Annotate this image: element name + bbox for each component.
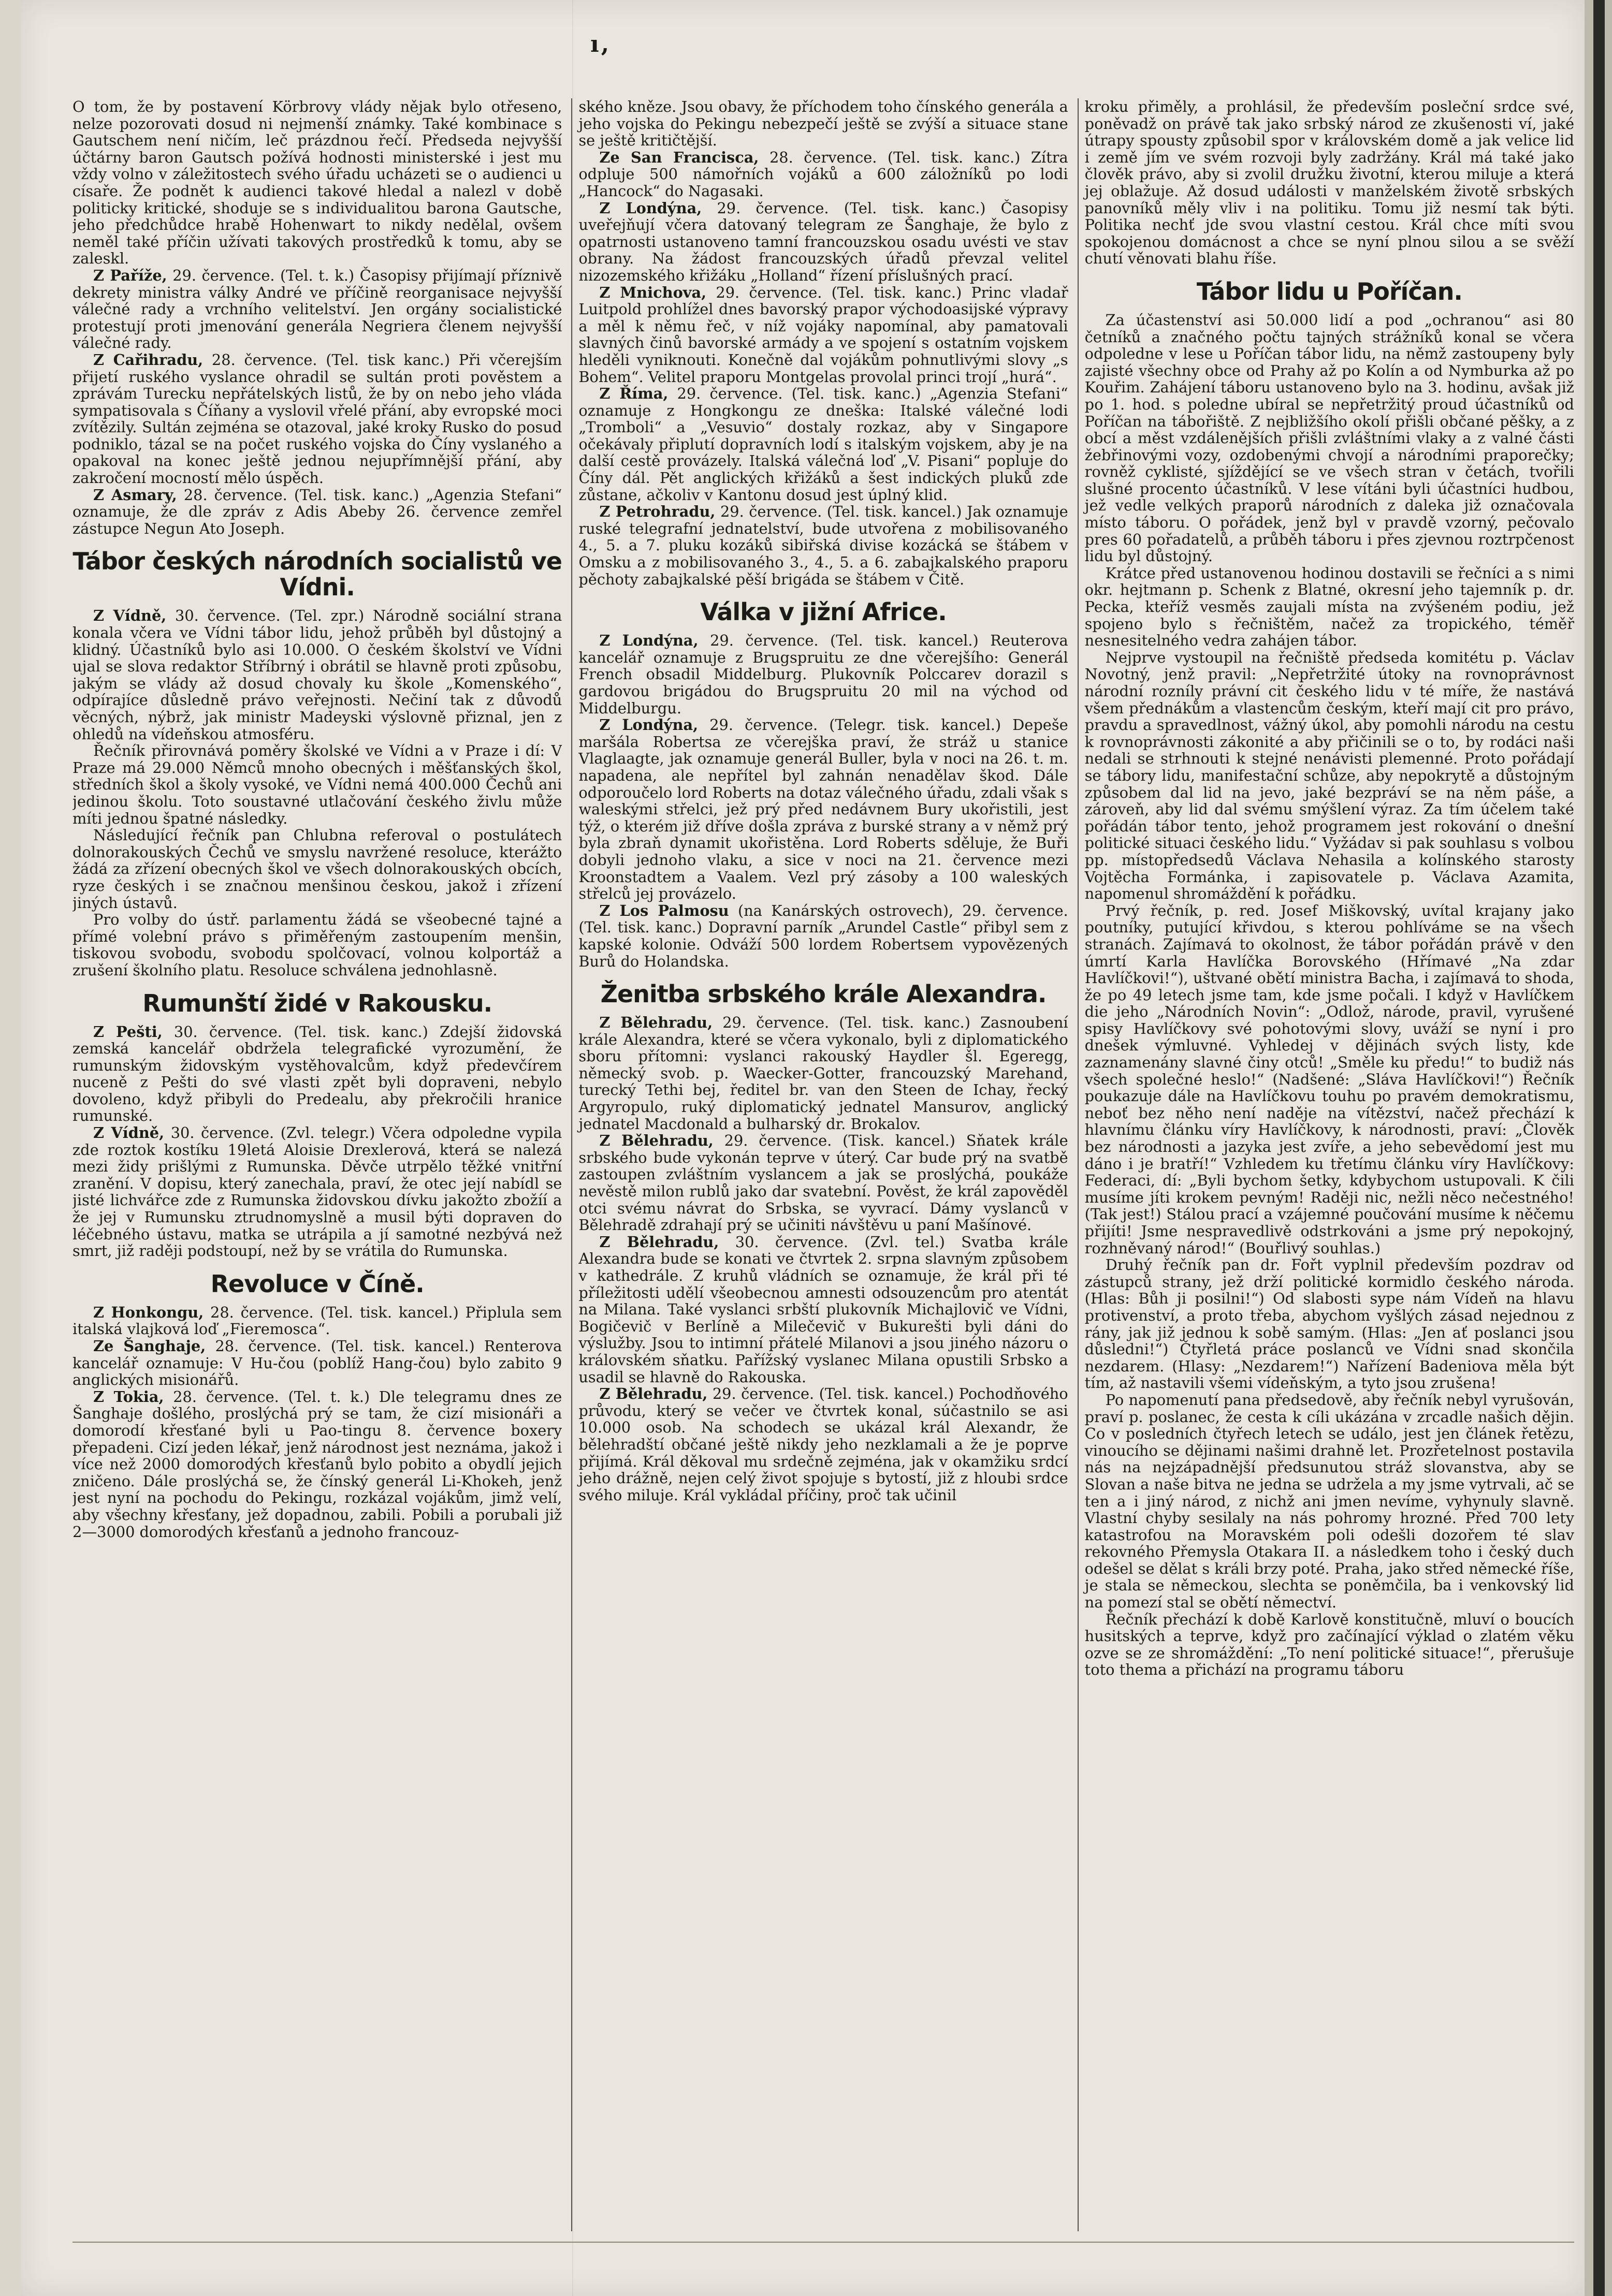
dateline: Z Los Palmosu [599, 901, 729, 919]
article-paragraph [578, 716, 1068, 902]
dateline: Ze Šanghaje, [93, 1337, 206, 1355]
paragraph-text: Nejprve vystoupil na řečniště předseda komitétu p. Václav Novotný, jenž pravil: „Nepřetržité útoky na rovnoprávnost národní rozníly právní cit českého lidu v té míře, že nastává všem přednákům a vlastencům českým, kteří mají cit pro právo, pravdu a spravedlnost, vážný úkol, aby pomohli národu na cestu k rovnoprávnosti zákonité a aby přičinili se o to, by rodáci naši nedali se strhnouti k stejné nenávisti plemenné. Proto pořádají se tábory lidu, manifestační schůze, aby nepokrytě a důstojným způsobem dal lid na jevo, jaké bezpráví se na něm páše, a zároveň, aby lid dal svému smýšlení výraz. Za tím účelem také pořádán tábor tento, jehož programem jest rokování o dnešní politické situaci českého lidu.“ Vyžádav si pak souhlasu s volbou pp. místopředsedů Václava Nehasila a kolínského starosty Vojtěcha Formánka, i zapisovatele p. Václava Azamita, napomenul shromáždění k pořádku. [1084, 648, 1574, 903]
article-paragraph [72, 98, 562, 267]
article-paragraph [72, 352, 562, 487]
paragraph-text: Prvý řečník, p. red. Josef Miškovský, uvítal krajany jako poutníky, putující křivdou, s kterou pohlíváme se na všech stranách. Zajímavá to okolnost, že tábor pořádán právě v den úmrtí Karla Havlíčka Borovského (Hřímavé „Na zdar Havlíčkovi!“), uštvané obětí ministra Bacha, i zajímavá to shoda, že po 49 letech jsme tam, kde jsme počali. I když v Havlíčkem die jeho „Národních Novin“: „Odlož, národe, pravil, vyrušené spisy Havlíčkovy své pohotovými slovy, uváží se nyní i pro dnešek výmluvné. Vyhledej v dějinách svých listy, kde zaznamenány slavné činy otců! „Směle ku předu!“ to budiž nás všech společné heslo!“ (Nadšené: „Sláva Havlíčkovi!“) Řečník poukazuje dále na Havlíčkovu touhu po pravém demokratismu, neboť bez něho není naděje na vítězství, načež přechází k hlavnímu článku víry Havlíčkovy, k národnosti, praví: „Člověk bez národnosti a jazyka jest zvíře, a jeho sebevědomí jest mu dáno i je bratří!“ Vzhledem ku třetímu článku víry Havlíčkovy: Federaci, dí: „Byli bychom šetky, kdybychom ustupovali. K čili musíme jíti krokem pevným! Raději nic, nežli něco nečestného! (Tak jest!) Stálou prací a vzájemné poučování musíme k něčemu přijíti! Jsme nespravedlivě odstrkováni a jsme prý nepokojný, rozhněvaný národ!“ (Bouřlivý souhlas.) [1084, 901, 1574, 1257]
column-2 [571, 98, 1068, 2231]
dateline: Ze San Francisca, [599, 148, 759, 166]
article-paragraph [578, 1385, 1068, 1503]
dateline: Z Londýna, [599, 632, 699, 650]
paragraph-text: (na Kanárských ostrovech), 29. července. (Tel. tisk. kanc.) Dopravní parník „Arundel Castle“ přibyl sem z kapské kolonie. Odváží 500 lordem Robertsem vypovězených Burů do Holandska. [578, 901, 1068, 970]
paragraph-text: Za účastenství asi 50.000 lidí a pod „ochranou“ asi 80 četníků a značného počtu tajných strážníků konal se včera odpoledne v lese u Poříčan tábor lidu, na němž zastoupeny byly zajisté všechny obce od Prahy až po Kolín a od Nymburka až po Kouřim. Zahájení táboru ustanoveno bylo na 3. hodinu, avšak již po 1. hod. s poledne ubíral se nepřetržitý proud účastníků od Poříčan na tábořiště. Z nejbližšího okolí přišli občané pěšky, a z obcí a měst vzdálenějších přišli zvláštními vlaky a z valné části žebřinovými vozy, ozdobenými chvojí a národními praporečky; rovněž cyklisté, sjíždějící se ve všech stran v četách, tvořili slušné procento účastníků. V lese vítáni byli účastníci hudbou, jež vedle velkých praporů národních z daleka již označovala místo táboru. O pořádek, jenž byl v pravdě vzorný, pečovalo pres 60 pořadatelů, a průběh táboru i přes zjevnou roztrpčenost lidu byl důstojný. [1084, 311, 1574, 565]
paragraph-text: 28. července. (Tel. tisk. kancel.) Renterova kancelář oznamuje: V Hu-čou (poblíž Hang-čou) bylo zabito 9 anglických misionářů. [72, 1337, 562, 1389]
article-paragraph [578, 1132, 1068, 1234]
paragraph-text: 28. července. (Tel. tisk. kanc.) Zítra odpluje 500 námořních vojáků a 600 záložníků po lodi „Hancock“ do Nagasaki. [578, 148, 1068, 200]
page-number-mark: ı, [590, 31, 612, 57]
paragraph-text: 29. července. (Tel. tisk. kancel.) Reuterova kancelář oznamuje z Brugspruitu ze dne včerejšího: Generál French obsadil Middelburg. Plukovník Polccarev dorazil s gardovou brigádou do Brugspruitu 20 mil na východ od Middelburgu. [578, 632, 1068, 717]
paragraph-text: 29. července. (Tel. tisk. kanc.) Časopisy uveřejňují včera datovaný telegram ze Šanghaje, že bylo z opatrnosti ustanoveno tamní francouzskou osadu uvésti ve stav obrany. Na žádost francouzských úřadů převzal velitel nizozemského křižáku „Holland“ řízení příslušných prací. [578, 199, 1068, 284]
article-paragraph [578, 902, 1068, 970]
article-paragraph [1085, 1611, 1574, 1678]
dateline: Z Bělehradu, [599, 1233, 719, 1251]
paragraph-text: Po napomenutí pana předsedově, aby řečník nebyl vyrušován, praví p. poslanec, že cesta k cíli ukázána v zrcadle našich dějin. Co v posledních čtyřech letech se událo, jest jen článek řetězu, vinoucího se dějinami našimi drahně let. Prozřetelnost postavila nás na nejzápadnější předsunutou stráž slovanstva, aby se Slovan a naše bitva ne jedna se udržela a my jsme vytrvali, ač se ten a i jiný národ, z nichž ani jmen nevíme, vyhynuly slavně. Vlastní chyby sesilaly na nás pohromy hrozné. Před 700 lety katastrofou na Moravském poli odešli dozořem té slav rekovného Přemysla Otakara II. a následkem toho i český duch odešel se dělat s králi brzy poté. Praha, jako střed německé říše, je stala se německou, slechta se poněmčila, ba i venkovský lid na pomezí stal se obětí němectví. [1084, 1391, 1574, 1612]
paragraph-text: ského kněze. Jsou obavy, že příchodem toho čínského generála a jeho vojska do Pekingu nebezpečí ještě se zvýší a situace stane se ještě kritičtější. [578, 98, 1068, 150]
paragraph-text: 29. července. (Tel. t. k.) Časopisy přijímají příznivě dekrety ministra války André ve příčině reorganisace nejvyšší válečné rady a vrchního velitelství. Jen orgány socialistické protestují proti jmenování generála Negriera členem nejvyšší válečné rady. [72, 266, 562, 352]
paragraph-text: 30. července. (Tel. tisk. kanc.) Zdejší židovská zemská kancelář obdržela telegrafické vyrozumění, že rumunským židovským vystěhovalcům, když předevčírem nuceně z Pešti do své vlasti zpět byli dopraveni, nebylo dovoleno, když přibyli do Predealu, aby překročili hranice rumunské. [72, 1022, 562, 1125]
article-paragraph [1085, 1256, 1574, 1392]
article-paragraph [72, 267, 562, 352]
paragraph-text: 28. července. (Tel. t. k.) Dle telegramu dnes ze Šanghaje došlého, proslýchá prý se tam, že cizí misionáři a domorodí křesťané byli u Pao-tingu 8. července boxery přepadeni. Cizí jeden lékař, jenž národnost jest neznáma, jakož i více než 2000 domorodých křesťanů bylo pobito a obydlí jejich zničeno. Dále proslýchá se, že čínský generál Li-Khokeh, jenž jest nyní na pochodu do Pekingu, rozkázal vojákům, jimž velí, aby všechny křesťany, jež dopadnou, zabili. Pobili a porubali již 2—3000 domorodých křesťanů a jednoho francouz- [72, 1387, 562, 1541]
article-headline: Tábor lidu u Poříčan. [1196, 277, 1462, 305]
paragraph-text: 29. července. (Tel. tisk. kancel.) Jak oznamuje ruské telegrafní jednatelství, bude utvořena z mobilisovaného 4., 5. a 7. pluku kozáků sibiřská divise kozácká se štábem v Omsku a z mobilisovaného 3., 4., 5. a 6. zabajkalského praporu pěchoty zabajkalské pěší brigáda se štábem v Čitě. [578, 503, 1068, 588]
article-paragraph [72, 1338, 562, 1388]
article-paragraph [578, 200, 1068, 284]
column-1 [72, 98, 562, 2231]
paragraph-text: Krátce před ustanovenou hodinou dostavili se řečníci a s nimi okr. hejtmann p. Schenk z Blatné, okresní jeho tajemník p. dr. Pecka, kteříž vesměs zaujali místa na zvýšeném podiu, jež spojeno bylo s řečništěm, načež za tropického, téměř nesnesitelného vedra zahájen tábor. [1084, 564, 1574, 650]
article-headline: Tábor českých národních socialistů ve Vídni. [72, 547, 562, 602]
dateline: Z Petrohradu, [599, 503, 716, 521]
dateline: Z Pešti, [93, 1022, 163, 1041]
dateline: Z Londýna, [599, 199, 702, 217]
paragraph-text: 28. července. (Tel. tisk. kanc.) „Agenzia Stefani“ oznamuje, že dle zpráv z Adis Abeby 26. července zemřel zástupce Negun Ato Joseph. [72, 486, 562, 537]
dateline: Z Vídně, [93, 1124, 165, 1142]
paragraph-text: 29. července. (Tel. tisk. kancel.) Pochodňového průvodu, který se večer ve čtvrtek konal, súčastnilo se asi 10.000 osob. Na schodech se ukázal král Alexandr, že bělehradští občané ještě nikdy jeho nezklamali a že je poprve přijímá. Král děkoval mu srdečně zejména, jak v okamžiku srdcí jeho drážně, nejen celý život spojuje s bytostí, již z hloubi srdce svého miluje. Král vykládal příčiny, proč tak učinil [578, 1385, 1068, 1504]
paragraph-text: 30. července. (Zvl. tel.) Svatba krále Alexandra bude se konati ve čtvrtek 2. srpna slavným způsobem v kathedrále. Z kruhů vládních se oznamuje, že král při té příležitosti udělí všeobecnou amnesti odsouzencům pro atentát na Milana. Také vyslanci srbští plukovník Michajlovič ve Vídni, Bogičevič v Berlíně a Milečevič v Bukurešti byli dáni do výslužby. Jsou to intimní přátelé Milanovi a jsou jiného názoru o královském sňatku. Pařížský vyslanec Milana opustili Srbsko a usadil se hlavně do Rakouska. [578, 1233, 1068, 1386]
article-paragraph [578, 632, 1068, 716]
dateline: Z Bělehradu, [599, 1132, 714, 1150]
article-paragraph [578, 1014, 1068, 1132]
article-paragraph [72, 742, 562, 827]
dateline: Z Říma, [599, 385, 669, 403]
article-paragraph [578, 98, 1068, 149]
article-paragraph [1085, 902, 1574, 1256]
article-headline: Revoluce v Číně. [210, 1269, 424, 1298]
article-headline: Rumunští židé v Rakousku. [142, 989, 492, 1017]
column-3 [1078, 98, 1574, 2231]
binding-strip [1593, 0, 1605, 2296]
article-paragraph [1085, 98, 1574, 267]
paragraph-text: 30. července. (Tel. zpr.) Národně sociální strana konala včera ve Vídni tábor lidu, jehož průběh byl důstojný a klidný. Účastníků bylo asi 10.000. O českém školství ve Vídni ujal se slova redaktor Stříbrný i obrátil se hlavně proti způsobu, jakým se vlády až dosud chovaly ku škole „Komenského“, odpírajíce důsledně právo veřejnosti. Nečiní tak z důvodů věcných, nýbrž, jak ministr Madeyski výslovně přiznal, jen z ohledů na vídeňskou atmosféru. [72, 607, 562, 743]
paragraph-text: kroku přiměly, a prohlásil, že především posleční srdce své, poněvadž on právě tak jako srbský národ ze zkušenosti ví, jaké útrapy spousty způsobil spor v královském domě a jak velice lid i země jím ve svém rozvoji byly zadržány. Král má také jako člověk právo, aby si zvolil družku životní, kterou miluje a která jej oblažuje. Až dosud události v manželském životě srbských panovníků měly vliv i na politiku. Tomu již nesmí tak býti. Politika nechť jde svou vlastní cestou. Král chce míti svou spokojenou domácnost a chce se nyní plnou silou a se svěží chutí věnovati blahu říše. [1084, 98, 1574, 268]
bottom-rule [72, 2242, 1574, 2243]
article-paragraph [72, 607, 562, 742]
dateline: Z Cařihradu, [93, 350, 204, 369]
paragraph-text: 28. července. (Tel. tisk kanc.) Při včerejším přijetí ruského vyslance ohradil se sultán proti pověstem a zprávám Turecku nepřátelských listů, že by on nebo jeho vláda sympatisovala s Číňany a vyslovil vřelé přání, aby evropské moci zvítězily. Sultán zejména se otazoval, jaké kroky Rusko do posud podniklo, tázal se na počet ruského vojska do Číny vyslaného a opakoval na konec ještě jednou nejupřímnější přání, aby zakročení mocností mělo úspěch. [72, 350, 562, 487]
paragraph-text: 28. července. (Tel. tisk. kancel.) Připlula sem italská vlajková loď „Fieremosca“. [72, 1303, 562, 1338]
article-paragraph [1085, 1392, 1574, 1611]
paragraph-text: O tom, že by postavení Körbrovy vlády nějak bylo otřeseno, nelze pozorovati dosud ni nejmenší známky. Také kombinace s Gautschem není ničím, leč prázdnou řečí. Předseda nejvyšší účtárny baron Gautsch požívá hodnosti ministerské i jest mu vždy volno v záležitostech svého úřadu ucházeti se o audienci u císaře. Že podnět k audienci takové hledal a nalezl v době politicky kritické, shoduje se s individualitou barona Gautsche, jeho předchůdce hrabě Hohenwart to nikdy nedělal, ovšem neměl také příčin užívati takových prostředků k tomu, aby se zaleskl. [72, 98, 562, 268]
paragraph-text: Pro volby do ústř. parlamentu žádá se všeobecné tajné a přímé volební právo s přiměřeným zastoupením menšin, tiskovou svobodu, svobodu spolčovací, volnou kolportáž a zrušení školního platu. Resoluce schválena jednohlasně. [72, 911, 562, 979]
dateline: Z Asmary, [93, 486, 177, 504]
paragraph-text: Následující řečník pan Chlubna referoval o postulátech dolnorakouských Čechů ve smyslu navržené resoluce, kterážto žádá za zřízení obecných škol ve všech dolnorakouských obcích, ryze českých i se značnou menšinou českou, jakož i zřízení jiných ústavů. [72, 826, 562, 912]
text-columns [72, 98, 1574, 2231]
article-paragraph [72, 1388, 562, 1540]
article-paragraph [72, 911, 562, 978]
paragraph-text: 29. července. (Tel. tisk. kanc.) Zasnoubení krále Alexandra, které se včera vykonalo, byli z diplomatického sboru přítomni: vyslanci rakouský Haydler šl. Egeregg, německý svob. p. Waecker-Gotter, francouzský Marehand, turecký Tethi bej, ředitel br. van den Steen de Ichay, řecký Argyropulo, ruký diplomatický jednatel Mansurov, anglický jednatel Macdonald a bulharský dr. Brokalov. [578, 1014, 1068, 1133]
article-paragraph [578, 149, 1068, 200]
paragraph-text: Druhý řečník pan dr. Fořt vyplnil především pozdrav od zástupců strany, jež drží politické kormidlo českého národa. (Hlas: Bůh ji posilni!“) Od slabosti sype nám Vídeň na hlavu protivenství, a proto třeba, abychom vyšlých zásad nejednou z rány, jak již jednou k sobě samým. (Hlas: „Jen ať poslanci jsou důsledni!“) Čtyřletá práce poslanců ve Vídni snad skončila nezdarem. (Hlasy: „Nezdarem!“) Nařízení Badeniova měla být tím, až nastavili všemi vídeňským, a tyto jsou zrušena! [1084, 1256, 1574, 1392]
article-paragraph [578, 385, 1068, 503]
article-paragraph [1085, 649, 1574, 902]
paragraph-text: 29. července. (Tel. tisk. kanc.) Princ vladař Luitpold prohlížel dnes bavorský prapor východoasijské výpravy a měl k němu řeč, v níž vojáky napomínal, aby pamatovali slavných činů bavorské armády a ve spojení s ostatním vojskem hleděli vyniknouti. Konečně dal vojákům pohnutlivými slovy „s Bohem“. Velitel praporu Montgelas provolal princi trojí „hurá“. [578, 283, 1068, 386]
article-paragraph [1085, 565, 1574, 649]
paragraph-text: 29. července. (Tel. tisk. kanc.) „Agenzia Stefani“ oznamuje z Hongkongu ze dneška: Italské válečné lodi „Tromboli“ a „Vesuvio“ dostaly rozkaz, aby v Singapore očekávaly připlutí dopravních lodí s italským vojskem, aby je na další cestě provázely. Italská válečná loď „V. Pisani“ popluje do Číny dál. Pět anglických křižáků a šest indických pluků zde zůstane, ačkoliv v Kantonu dosud jest úplný klid. [578, 385, 1068, 504]
article-paragraph [1085, 312, 1574, 565]
article-paragraph [578, 284, 1068, 386]
article-paragraph [72, 1304, 562, 1338]
dateline: Z Bělehradu, [599, 1014, 713, 1032]
dateline: Z Mnichova, [599, 283, 707, 301]
dateline: Z Honkongu, [93, 1303, 204, 1321]
paragraph-text: 29. července. (Tisk. kancel.) Sňatek krále srbského bude vykonán teprve v úterý. Car bude prý na svatbě zastoupen zvláštním vyslancem a jak se proslýchá, poukáže nevěstě milon rublů jako dar svatební. Pověst, že král zapověděl otci svému návrat do Srbska, se vyvrací. Dámy vyslanců v Bělehradě zdrahají prý se učiniti návštěvu u paní Mašínové. [578, 1132, 1068, 1234]
article-paragraph [578, 1234, 1068, 1385]
article-headline: Válka v jižní Africe. [700, 598, 947, 626]
paragraph-text: Řečník přechází k době Karlově konstitučně, mluví o boucích husitských a teprve, když pro začínající výklad o zlatém věku ozve se ze shromáždění: „To není politické situace!“, přerušuje toto thema a přichází na programu táboru [1084, 1610, 1574, 1679]
paragraph-text: 30. července. (Zvl. telegr.) Včera odpoledne vypila zde roztok kostíku 19letá Aloisie Drexlerová, která se nalezá mezi židy prišlými z Rumunska. Děvče utrpělo těžké vnitřní zranění. V dopisu, který zanechala, praví, že otec její nabídl se jisté lichvářce zde z Rumunska židovskou dívku jakožto zbožíí a že jej v Rumunsku ztrudnomyslně a musil býti dopraven do léčebného ústavu, matka se utrápila a jí samotné nezbývá než smrt, již raději podstoupí, než by se vrátila do Rumunska. [72, 1124, 562, 1260]
dateline: Z Londýna, [599, 716, 699, 734]
dateline: Z Tokia, [93, 1387, 164, 1406]
article-headline: Ženitba srbského krále Alexandra. [600, 980, 1047, 1008]
dateline: Z Vídně, [93, 607, 167, 625]
dateline: Z Bělehradu, [599, 1385, 708, 1403]
paragraph-text: 29. července. (Telegr. tisk. kancel.) Depeše maršála Robertsa ze včerejška praví, že stráž u stanice Vlaglaagte, jak oznamuje generál Buller, byla v noci na 26. t. m. napadena, ale nepřítel byl zahnán nenadělav škod. Dále odporoučelo lord Roberts na dotaz válečného úřadu, zdali však s waleskými střelci, jež prý před nedávnem Bury ukořistili, jest týž, o kterém již dříve došla zpráva z burské strany a v němž prý byla zbraň dynamit ukořistěna. Lord Roberts sděluje, že Buři dobyli jednoho vlaku, a sice v noci na 21. července mezi Kroonstadtem a Vaalem. Vezl prý zásoby a 100 waleských střelců jej provázelo. [578, 716, 1068, 903]
paragraph-text: Řečník přirovnává poměry školské ve Vídni a v Praze i dí: V Praze má 29.000 Němců mnoho obecných i měšťanských škol, středních škol a školy vysoké, ve Vídni nemá 400.000 Čechů ani jedinou školu. Toto soustavné utlačování českého živlu může míti jednou špatné následky. [72, 742, 562, 827]
article-paragraph [72, 827, 562, 911]
article-paragraph [72, 487, 562, 537]
article-paragraph [578, 503, 1068, 588]
dateline: Z Paříže, [93, 266, 167, 284]
article-paragraph [72, 1023, 562, 1125]
article-paragraph [72, 1124, 562, 1260]
